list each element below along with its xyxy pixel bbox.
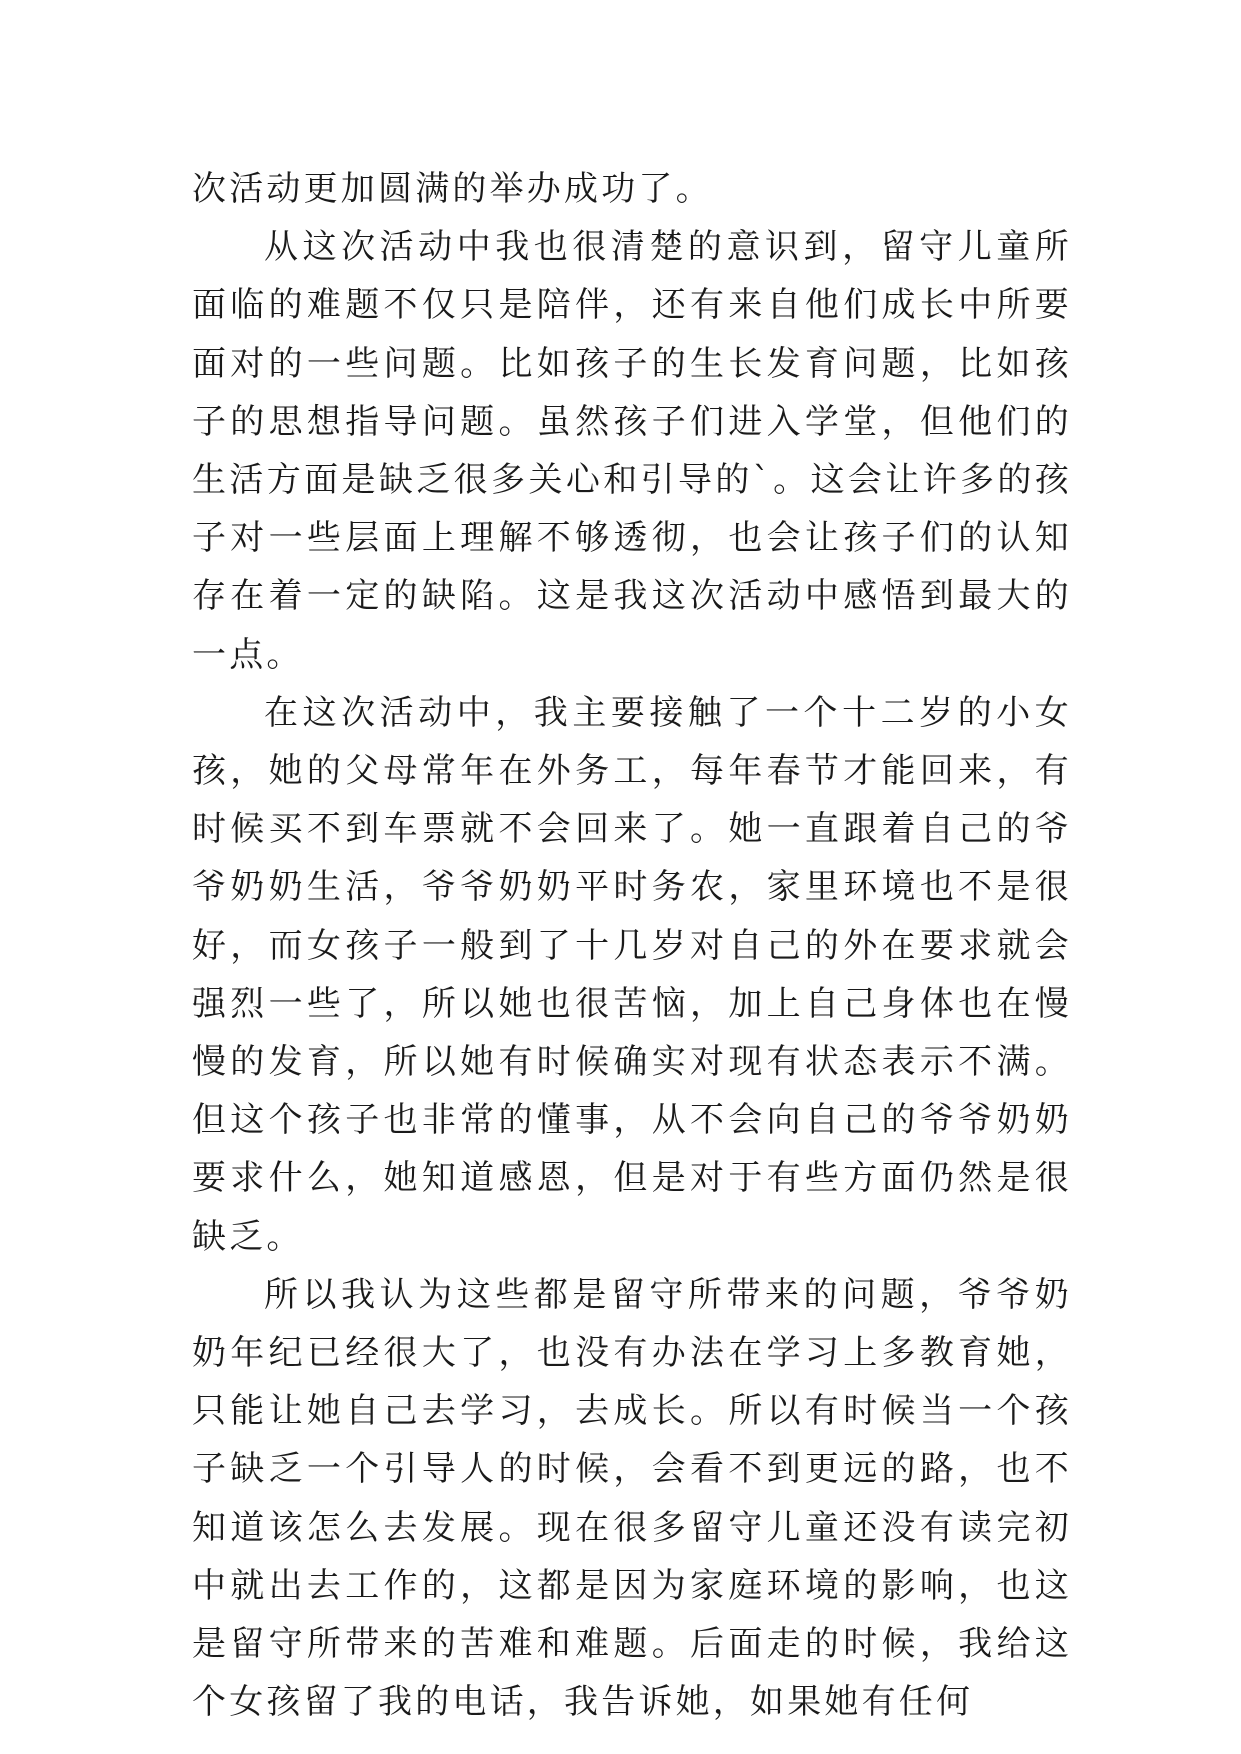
document-body [192, 160, 1072, 1731]
paragraph-2: 从这次活动中我也很清楚的意识到，留守儿童所面临的难题不仅只是陪伴，还有来自他们成长中所要面对的一些问题。比如孩子的生长发育问题，比如孩子的思想指导问题。虽然孩子们进入学堂，但他们的生活方面是缺乏很多关心和引导的`。这会让许多的孩子对一些层面上理解不够透彻，也会让孩子们的认知存在着一定的缺陷。这是我这次活动中感悟到最大的一点。 [192, 227, 1072, 675]
paragraph-3: 在这次活动中，我主要接触了一个十二岁的小女孩，她的父母常年在外务工，每年春节才能回来，有时候买不到车票就不会回来了。她一直跟着自己的爷爷奶奶生活，爷爷奶奶平时务农，家里环境也不是很好，而女孩子一般到了十几岁对自己的外在要求就会强烈一些了，所以她也很苦恼，加上自己身体也在慢慢的发育，所以她有时候确实对现有状态表示不满。但这个孩子也非常的懂事，从不会向自己的爷爷奶奶要求什么，她知道感恩，但是对于有些方面仍然是很缺乏。 [192, 692, 1072, 1257]
paragraph-1: 次活动更加圆满的举办成功了。 [192, 169, 713, 209]
paragraph-4: 所以我认为这些都是留守所带来的问题，爷爷奶奶年纪已经很大了，也没有办法在学习上多教育她，只能让她自己去学习，去成长。所以有时候当一个孩子缺乏一个引导人的时候，会看不到更远的路，也不知道该怎么去发展。现在很多留守儿童还没有读完初中就出去工作的，这都是因为家庭环境的影响，也这是留守所带来的苦难和难题。后面走的时候，我给这个女孩留了我的电话，我告诉她，如果她有任何 [192, 1274, 1072, 1723]
